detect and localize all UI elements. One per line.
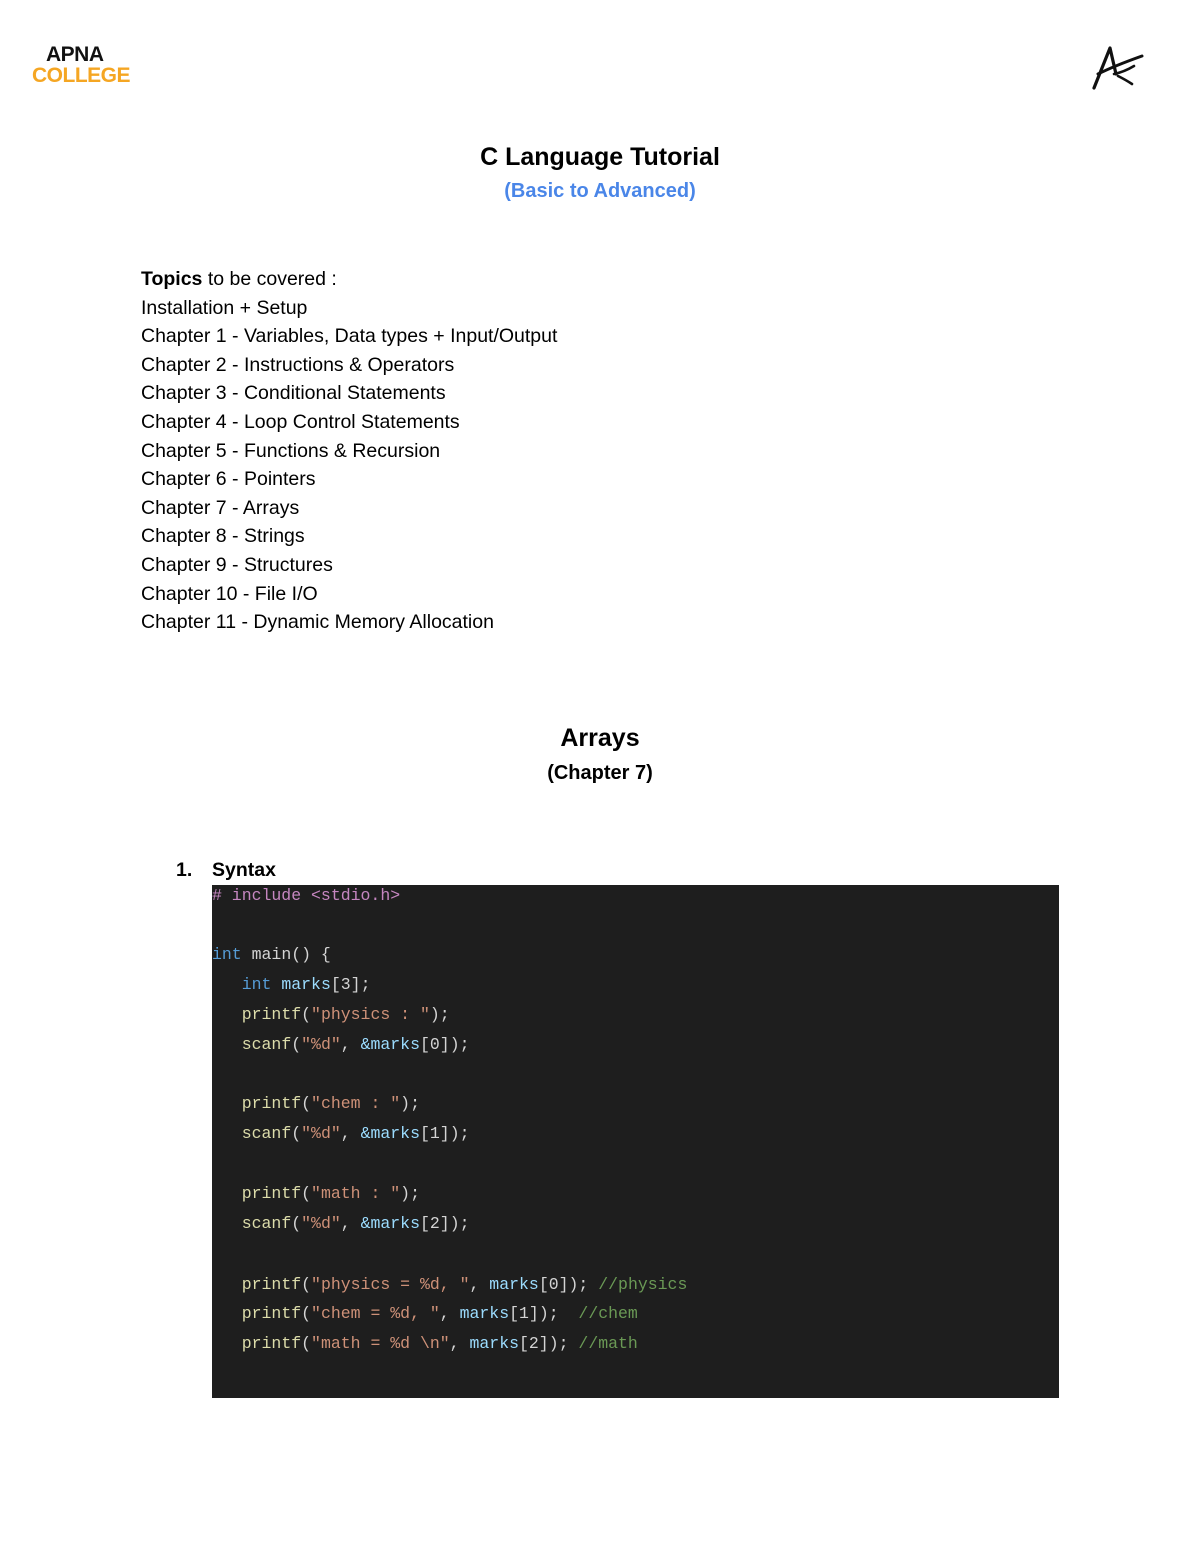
code-token: , — [469, 1275, 490, 1294]
signature-monogram-icon — [1090, 44, 1146, 92]
code-token: printf — [241, 1005, 302, 1024]
code-line — [212, 1213, 470, 1235]
code-token: "chem = %d, " — [311, 1304, 440, 1323]
code-token: [0]); — [419, 1035, 470, 1054]
code-token: "physics : " — [311, 1005, 430, 1024]
code-token: [3]; — [330, 975, 371, 994]
code-token: marks — [469, 1334, 519, 1353]
code-token: "%d" — [301, 1124, 341, 1143]
topics-heading-rest: to be covered : — [202, 268, 337, 290]
document-title: C Language Tutorial — [480, 143, 720, 171]
topic-item: Chapter 7 - Arrays — [141, 496, 300, 519]
code-token: ( — [301, 1275, 312, 1294]
code-token: marks — [459, 1304, 510, 1323]
code-token: [2]); — [419, 1214, 470, 1233]
code-token: int — [212, 945, 242, 964]
code-token: "chem : " — [311, 1094, 401, 1113]
code-token: ( — [301, 1304, 312, 1323]
topic-item: Chapter 4 - Loop Control Statements — [141, 410, 460, 433]
code-block — [212, 885, 1059, 1398]
code-token: //chem — [578, 1304, 638, 1323]
code-token — [212, 1124, 242, 1143]
code-line — [212, 1034, 470, 1056]
topics-heading-bold: Topics — [141, 268, 203, 290]
code-token — [212, 1094, 242, 1113]
code-token: scanf — [241, 1124, 292, 1143]
code-token: marks — [489, 1275, 539, 1294]
code-token: printf — [241, 1184, 302, 1203]
code-token: int — [241, 975, 272, 994]
code-token: "%d" — [301, 1214, 341, 1233]
code-token: , — [439, 1304, 460, 1323]
logo-line2: COLLEGE — [32, 64, 131, 87]
topic-item: Chapter 3 - Conditional Statements — [141, 382, 446, 405]
code-token: printf — [241, 1334, 302, 1353]
code-token: //math — [578, 1334, 638, 1353]
code-line — [212, 974, 370, 996]
code-token: [1]); — [419, 1124, 470, 1143]
code-token: "%d" — [301, 1035, 341, 1054]
code-line — [212, 885, 400, 907]
code-line — [212, 944, 331, 966]
topics-heading — [141, 265, 557, 294]
code-token: scanf — [241, 1214, 292, 1233]
code-line — [212, 1093, 420, 1115]
code-token: &marks — [360, 1035, 420, 1054]
topic-item: Chapter 9 - Structures — [141, 553, 333, 576]
section-title: Arrays — [560, 724, 640, 752]
code-token: ); — [429, 1005, 450, 1024]
code-token: ); — [400, 1184, 420, 1203]
code-token: , — [340, 1124, 361, 1143]
section-subtitle: (Chapter 7) — [547, 762, 653, 784]
code-token — [212, 1035, 242, 1054]
code-token — [212, 1334, 242, 1353]
apna-college-logo — [32, 44, 132, 88]
code-line — [212, 1333, 638, 1355]
document-subtitle: (Basic to Advanced) — [504, 180, 696, 202]
code-token: [1]); — [509, 1304, 579, 1323]
code-token: [0]); — [538, 1275, 599, 1294]
code-token: [2]); — [519, 1334, 579, 1353]
list-heading — [176, 857, 276, 883]
code-token: "math : " — [311, 1184, 401, 1203]
code-token: # include <stdio.h> — [212, 886, 401, 905]
code-token: marks — [271, 975, 331, 994]
code-token — [212, 1304, 242, 1323]
code-token: ( — [301, 1094, 312, 1113]
topic-item: Installation + Setup — [141, 296, 308, 319]
code-token: , — [340, 1035, 361, 1054]
code-token: ( — [291, 1214, 302, 1233]
code-token — [212, 1184, 242, 1203]
code-token: ); — [400, 1094, 420, 1113]
topic-item: Chapter 11 - Dynamic Memory Allocation — [141, 611, 494, 634]
topic-item: Chapter 8 - Strings — [141, 525, 305, 548]
code-token: ( — [301, 1334, 312, 1353]
topics-list — [141, 265, 557, 637]
code-token: , — [449, 1334, 470, 1353]
code-token: ( — [291, 1124, 302, 1143]
code-line — [212, 1303, 638, 1325]
code-line — [212, 1004, 450, 1026]
code-token: ( — [301, 1005, 312, 1024]
code-token: scanf — [241, 1035, 292, 1054]
code-token: "math = %d \n" — [311, 1334, 450, 1353]
code-token: &marks — [360, 1214, 420, 1233]
topic-item: Chapter 6 - Pointers — [141, 468, 316, 491]
topic-item: Chapter 5 - Functions & Recursion — [141, 439, 441, 462]
code-token: , — [340, 1214, 361, 1233]
topic-item: Chapter 1 - Variables, Data types + Input/Output — [141, 325, 558, 348]
code-token — [212, 975, 242, 994]
code-token: //physics — [598, 1275, 688, 1294]
topic-item: Chapter 2 - Instructions & Operators — [141, 353, 455, 376]
code-token: printf — [241, 1094, 302, 1113]
code-token: printf — [241, 1275, 302, 1294]
code-token: printf — [241, 1304, 302, 1323]
code-line — [212, 1123, 470, 1145]
list-heading-text: Syntax — [212, 859, 276, 881]
topic-item: Chapter 10 - File I/O — [141, 582, 318, 605]
code-line — [212, 1274, 687, 1296]
code-line — [212, 1183, 420, 1205]
code-token — [212, 1005, 242, 1024]
code-token: &marks — [360, 1124, 420, 1143]
logo-line1: APNA — [46, 43, 104, 66]
code-token: ( — [291, 1035, 302, 1054]
code-token: main() { — [241, 945, 331, 964]
code-token: ( — [301, 1184, 312, 1203]
code-token — [212, 1275, 242, 1294]
code-token — [212, 1214, 242, 1233]
list-number: 1. — [176, 859, 193, 881]
code-token: "physics = %d, " — [311, 1275, 470, 1294]
